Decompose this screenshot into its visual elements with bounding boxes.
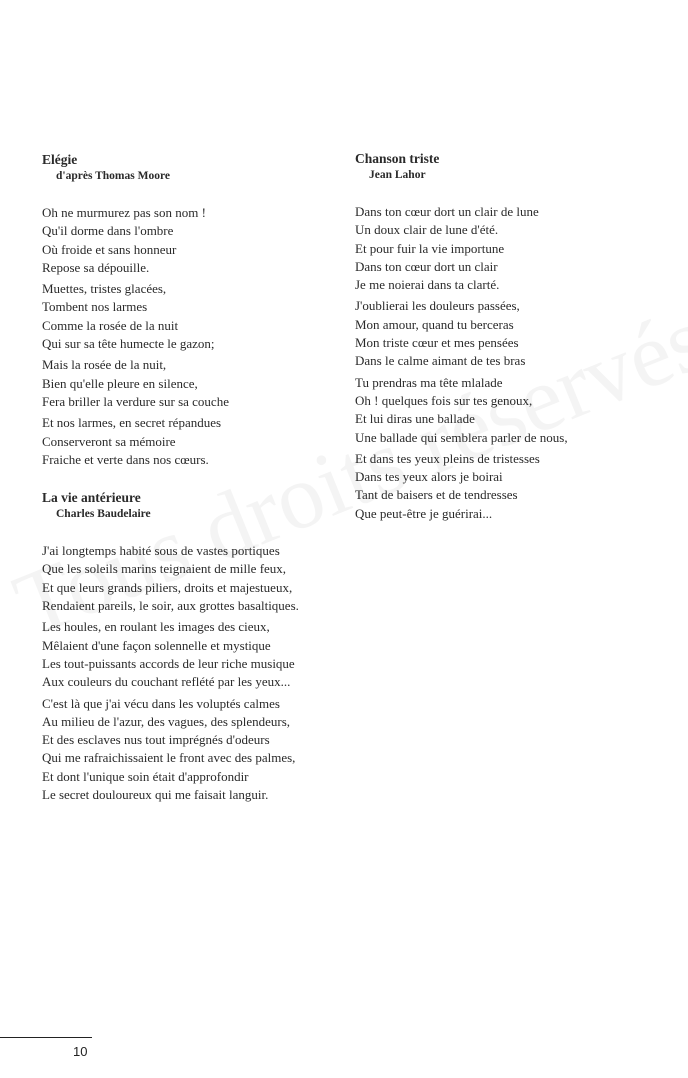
verse-line: Oh ne murmurez pas son nom ! xyxy=(42,205,206,220)
verse-line: Et dans tes yeux pleins de tristesses xyxy=(355,450,540,466)
verse-line: Tombent nos larmes xyxy=(42,299,148,315)
poem-title: Chanson triste xyxy=(355,151,440,166)
poem-title: Elégie xyxy=(42,152,78,167)
stanza xyxy=(355,203,675,294)
verse-line: Mais la rosée de la nuit, xyxy=(42,357,167,373)
verse-line: Une ballade qui semblera parler de nous, xyxy=(355,429,568,445)
verse-line: Je me noierai dans ta clarté. xyxy=(355,277,500,293)
stanza xyxy=(42,414,342,469)
verse-line: Oh ! quelques fois sur tes genoux, xyxy=(355,392,533,408)
stanza xyxy=(42,204,342,277)
verse-line: Comme la rosée de la nuit xyxy=(42,317,179,333)
verse-line: Les houles, en roulant les images des cieux, xyxy=(42,619,270,635)
verse-line: Tant de baisers et de tendresses xyxy=(355,487,518,503)
verse-line: Mêlaient d'une façon solennelle et mystique xyxy=(42,637,271,653)
stanza xyxy=(42,542,342,615)
stanza xyxy=(355,297,675,370)
poem-elegie xyxy=(42,151,342,469)
poem-title: La vie antérieure xyxy=(42,490,141,506)
verse-line: Les tout-puissants accords de leur riche musique xyxy=(42,655,295,671)
right-column xyxy=(355,150,675,543)
page-number: 10 xyxy=(73,1044,88,1059)
verse-line: Muettes, tristes glacées, xyxy=(42,281,167,297)
verse-line: Mon amour, quand tu berceras xyxy=(355,316,514,332)
verse-line: Qu'il dorme dans l'ombre xyxy=(42,223,174,239)
poem-author: Jean Lahor xyxy=(369,169,426,181)
stanza xyxy=(42,618,342,691)
verse-line: Et nos larmes, en secret répandues xyxy=(42,415,222,431)
verse-line: Bien qu'elle pleure en silence, xyxy=(42,375,198,391)
verse-line: Que peut-être je guérirai... xyxy=(355,505,493,521)
poem-la-vie-anterieure xyxy=(42,489,342,804)
footer-rule xyxy=(0,1037,92,1038)
left-column xyxy=(42,151,342,824)
verse-line: J'oublierai les douleurs passées, xyxy=(355,298,520,314)
stanza xyxy=(355,374,675,447)
verse-line: Et que leurs grands piliers, droits et majestueux, xyxy=(42,579,293,595)
verse-line: Dans le calme aimant de tes bras xyxy=(355,353,526,369)
verse-line: Rendaient pareils, le soir, aux grottes basaltiques. xyxy=(42,598,299,614)
verse-line: Dans ton cœur dort un clair de lune xyxy=(355,204,539,219)
verse-line: Et pour fuir la vie importune xyxy=(355,240,505,256)
verse-line: Le secret douloureux qui me faisait languir. xyxy=(42,787,269,803)
verse-line: Qui sur sa tête humecte le gazon; xyxy=(42,336,215,352)
poem-author: Charles Baudelaire xyxy=(56,508,151,521)
stanza xyxy=(42,356,342,411)
stanza xyxy=(42,695,342,805)
verse-line: Qui me rafraichissaient le front avec des palmes, xyxy=(42,750,296,766)
verse-line: Fraiche et verte dans nos cœurs. xyxy=(42,451,209,467)
verse-line: Où froide et sans honneur xyxy=(42,241,177,257)
verse-line: Repose sa dépouille. xyxy=(42,259,150,275)
verse-line: Et lui diras une ballade xyxy=(355,411,475,427)
poem-author: d'après Thomas Moore xyxy=(56,170,170,182)
verse-line: Et des esclaves nus tout imprégnés d'odeurs xyxy=(42,732,270,748)
verse-line: Un doux clair de lune d'été. xyxy=(355,222,499,238)
verse-line: Que les soleils marins teignaient de mille feux, xyxy=(42,561,287,577)
poem-chanson-triste xyxy=(355,150,675,523)
verse-line: J'ai longtemps habité sous de vastes portiques xyxy=(42,543,280,559)
verse-line: C'est là que j'ai vécu dans les voluptés calmes xyxy=(42,695,280,711)
verse-line: Conserveront sa mémoire xyxy=(42,433,176,449)
verse-line: Aux couleurs du couchant reflété par les yeux... xyxy=(42,674,291,690)
verse-line: Dans ton cœur dort un clair xyxy=(355,258,498,274)
verse-line: Mon triste cœur et mes pensées xyxy=(355,335,519,351)
verse-line: Tu prendras ma tête mlalade xyxy=(355,374,503,390)
verse-line: Au milieu de l'azur, des vagues, des splendeurs, xyxy=(42,713,291,729)
stanza xyxy=(42,280,342,353)
stanza xyxy=(355,450,675,523)
verse-line: Fera briller la verdure sur sa couche xyxy=(42,393,229,409)
verse-line: Dans tes yeux alors je boirai xyxy=(355,469,503,485)
verse-line: Et dont l'unique soin était d'approfondir xyxy=(42,768,249,784)
